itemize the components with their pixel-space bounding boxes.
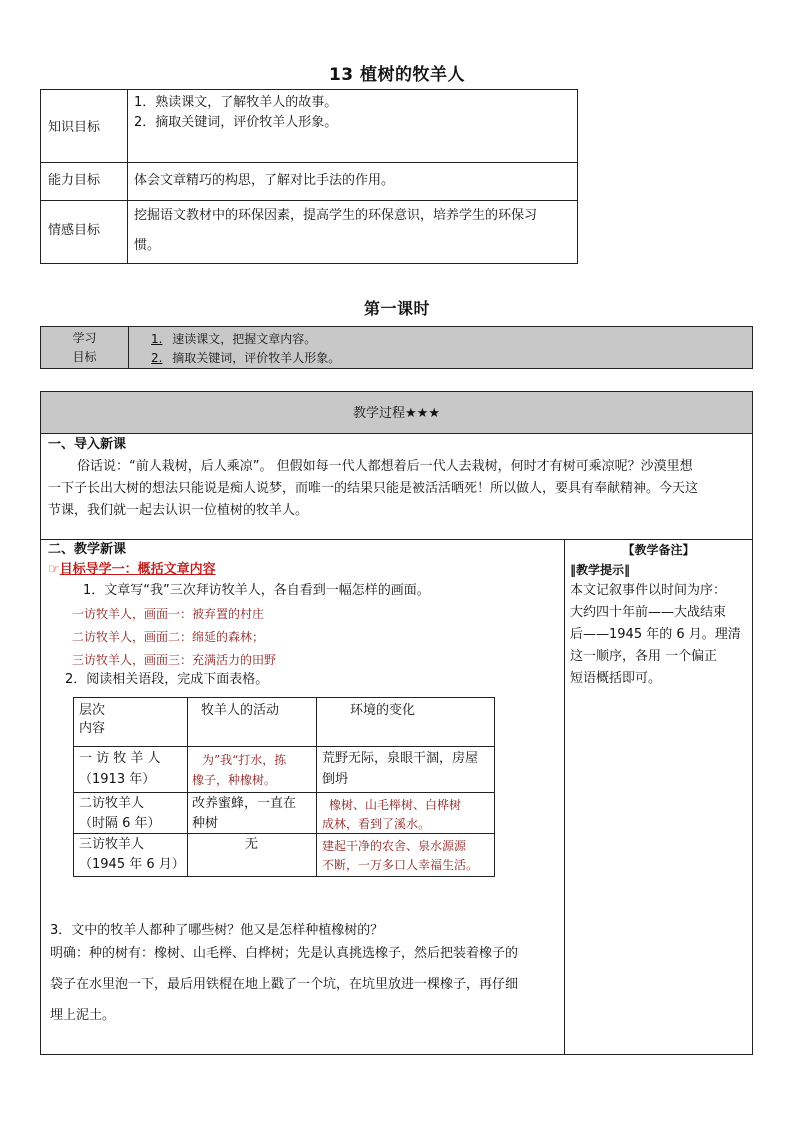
visits-table bbox=[73, 697, 495, 877]
goal-text: 速读课文，把握文章内容。 bbox=[172, 332, 317, 346]
column-divider bbox=[316, 698, 317, 876]
intro-line: 节课，我们就一起去认识一位植树的牧羊人。 bbox=[48, 503, 309, 518]
env-line: 建起干净的农舍、泉水源源 bbox=[322, 839, 467, 853]
question-1: 1．文章写“我”三次拜访牧羊人，各自看到一幅怎样的画面。 bbox=[83, 583, 430, 598]
activity-line: 橡子，种橡树。 bbox=[192, 773, 277, 787]
study-goals-label: 目标 bbox=[72, 350, 97, 364]
answer-line: 明确：种的树有：橡树、山毛榉、白桦树；先是认真挑选橡子，然后把装着橡子的 bbox=[50, 946, 519, 961]
activity-line: 无 bbox=[244, 837, 258, 852]
row-divider bbox=[41, 162, 577, 163]
row-divider bbox=[41, 200, 577, 201]
question-3: 3．文中的牧羊人都种了哪些树？他又是怎样种植橡树的？ bbox=[50, 923, 384, 938]
new-lesson-heading: 二、教学新课 bbox=[48, 542, 127, 557]
teaching-process-table bbox=[40, 391, 753, 1055]
notes-line: 本文记叙事件以时间为序： bbox=[570, 583, 727, 598]
row-divider bbox=[41, 433, 752, 434]
env-line: 成林，看到了溪水。 bbox=[322, 817, 431, 831]
objective-label: 知识目标 bbox=[48, 120, 101, 135]
objective-line: 体会文章精巧的构思，了解对比手法的作用。 bbox=[134, 173, 395, 188]
intro-heading: 一、导入新课 bbox=[48, 437, 127, 452]
notes-line: 这一顺序，各用 一个偏正 bbox=[570, 649, 718, 664]
notes-heading: 【教学备注】 bbox=[622, 543, 695, 557]
activity-line: 种树 bbox=[192, 816, 219, 831]
answer-line: 一访牧羊人，画面一：被弃置的村庄 bbox=[72, 607, 265, 621]
column-header: 牧羊人的活动 bbox=[201, 703, 280, 718]
process-header: 教学过程★★★ bbox=[353, 406, 440, 421]
question-2: 2．阅读相关语段，完成下面表格。 bbox=[65, 672, 269, 687]
answer-line: 三访牧羊人，画面三：充满活力的田野 bbox=[72, 653, 277, 667]
corner-header: 层次 bbox=[79, 703, 106, 718]
visit-name: 二访牧羊人 bbox=[79, 796, 145, 811]
notes-line: 大约四十年前——大战结束 bbox=[570, 605, 727, 620]
notes-tip: ‖教学提示‖ bbox=[570, 563, 631, 577]
page-title: 13 植树的牧羊人 bbox=[328, 65, 466, 85]
answer-line: 二访牧羊人，画面二：绵延的森林； bbox=[72, 630, 265, 644]
column-divider bbox=[127, 90, 128, 263]
intro-line: 一下子长出大树的想法只能说是痴人说梦，而唯一的结果只能是被活活晒死！所以做人，要具有奉献精神。今天这 bbox=[48, 481, 699, 496]
goal-number: 2. bbox=[151, 351, 163, 365]
objective-line: 挖掘语文教材中的环保因素，提高学生的环保意识，培养学生的环保习 bbox=[134, 208, 538, 223]
visit-name: 一 访 牧 羊 人 bbox=[79, 751, 161, 766]
visit-name: 三访牧羊人 bbox=[79, 837, 145, 852]
pointing-hand-icon: ☞ bbox=[48, 562, 60, 577]
objective-line: 2．摘取关键词，评价牧羊人形象。 bbox=[134, 115, 338, 130]
visit-date: （1945 年 6 月） bbox=[79, 857, 185, 872]
notes-line: 短语概括即可。 bbox=[570, 671, 662, 686]
column-divider bbox=[128, 327, 129, 368]
column-header: 环境的变化 bbox=[350, 703, 416, 718]
study-goals-label: 学习 bbox=[72, 331, 97, 345]
env-line: 橡树、山毛榉树、白桦树 bbox=[329, 798, 462, 812]
objective-line: 惯。 bbox=[134, 238, 161, 253]
objective-line: 1．熟读课文，了解牧羊人的故事。 bbox=[134, 95, 338, 110]
intro-line: 俗话说：“前人栽树，后人乘凉”。 但假如每一代人都想着后一代人去栽树，何时才有树可乘凉呢？沙漠里想 bbox=[77, 459, 693, 474]
goal-text: 摘取关键词，评价牧羊人形象。 bbox=[172, 351, 341, 365]
objectives-table bbox=[40, 89, 578, 264]
lesson-title: 第一课时 bbox=[363, 299, 430, 318]
env-line: 倒坍 bbox=[322, 772, 349, 787]
activity-line: 改养蜜蜂，一直在 bbox=[192, 796, 297, 811]
notes-line: 后——1945 年的 6 月。理清 bbox=[570, 627, 741, 642]
column-divider bbox=[564, 539, 565, 1054]
objective-label: 情感目标 bbox=[48, 223, 101, 238]
row-divider bbox=[74, 746, 494, 747]
target-label: 目标导学一：概括文章内容 bbox=[59, 562, 216, 577]
study-goals-box bbox=[40, 326, 753, 369]
objective-label: 能力目标 bbox=[48, 173, 101, 188]
visit-date: （时隔 6 年） bbox=[79, 816, 161, 831]
goal-number: 1. bbox=[151, 332, 163, 346]
env-line: 荒野无际，泉眼干涸，房屋 bbox=[322, 751, 479, 766]
answer-line: 袋子在水里泡一下，最后用铁棍在地上戳了一个坑，在坑里放进一棵橡子，再仔细 bbox=[50, 977, 519, 992]
answer-line: 埋上泥土。 bbox=[50, 1008, 116, 1023]
visit-date: （1913 年） bbox=[79, 772, 156, 787]
corner-header: 内容 bbox=[79, 721, 106, 736]
activity-line: 为”我“打水，拣 bbox=[202, 753, 287, 767]
env-line: 不断，一万多口人幸福生活。 bbox=[322, 858, 479, 872]
